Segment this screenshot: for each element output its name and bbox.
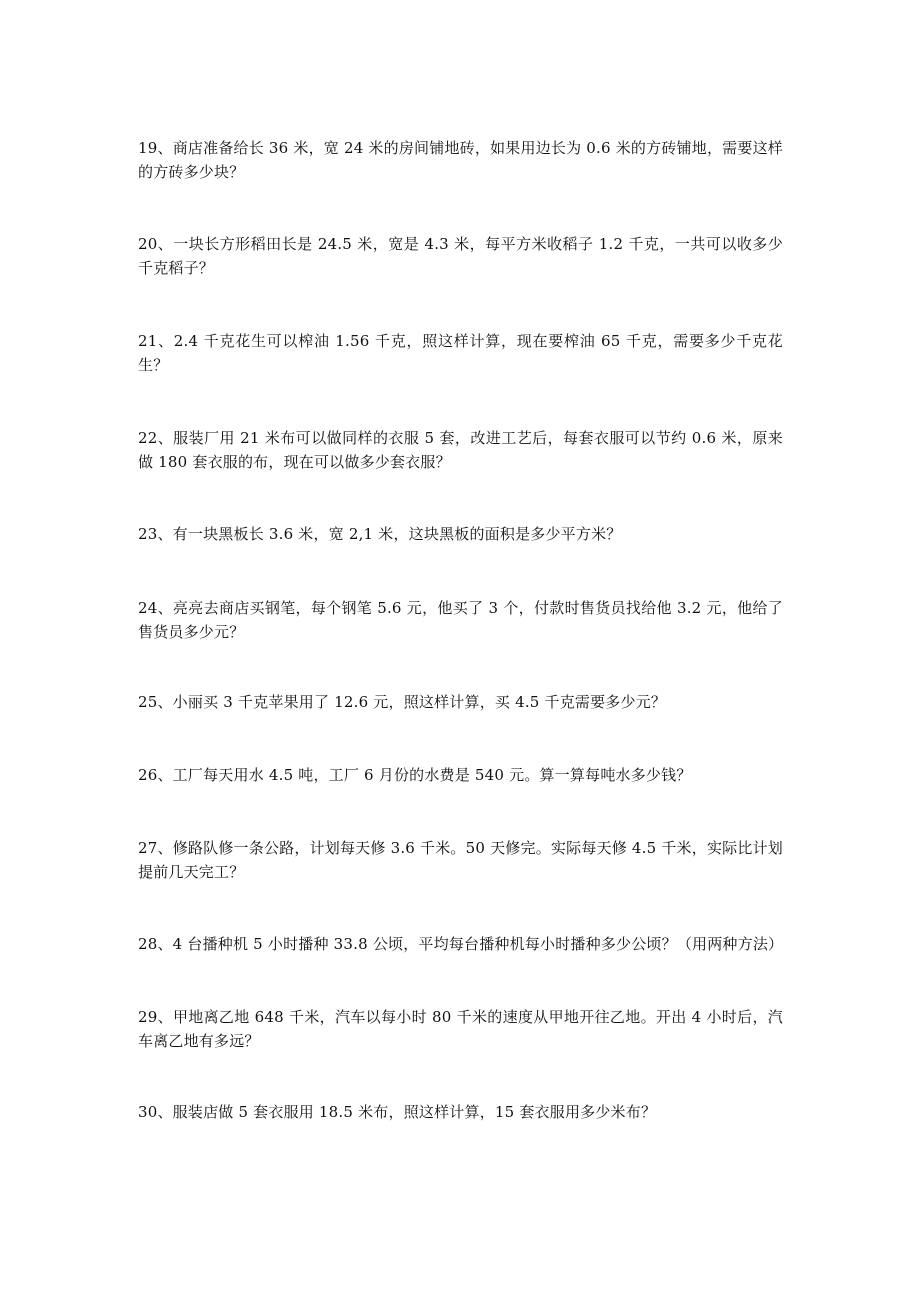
- question-28: 28、4 台播种机 5 小时播种 33.8 公顷，平均每台播种机每小时播种多少公顷？（用两种方法）: [138, 935, 784, 953]
- question-19: 19、商店准备给长 36 米，宽 24 米的房间铺地砖，如果用边长为 0.6 米的方砖铺地，需要这样的方砖多少块？: [138, 139, 783, 181]
- question-26: 26、工厂每天用水 4.5 吨，工厂 6 月份的水费是 540 元。算一算每吨水多少钱？: [138, 766, 692, 784]
- question-30: 30、服装店做 5 套衣服用 18.5 米布，照这样计算，15 套衣服用多少米布？: [138, 1103, 657, 1121]
- question-22: 22、服装厂用 21 米布可以做同样的衣服 5 套，改进工艺后，每套衣服可以节约 0.6 米，原来做 180 套衣服的布，现在可以做多少套衣服？: [138, 429, 783, 471]
- question-24: 24、亮亮去商店买钢笔，每个钢笔 5.6 元，他买了 3 个，付款时售货员找给他 3.2 元，他给了售货员多少元？: [138, 599, 783, 641]
- question-29: 29、甲地离乙地 648 千米，汽车以每小时 80 千米的速度从甲地开往乙地。开出 4 小时后，汽车离乙地有多远？: [138, 1008, 783, 1050]
- question-20: 20、一块长方形稻田长是 24.5 米，宽是 4.3 米，每平方米收稻子 1.2 千克，一共可以收多少千克稻子？: [138, 235, 783, 277]
- question-21: 21、2.4 千克花生可以榨油 1.56 千克，照这样计算，现在要榨油 65 千克，需要多少千克花生？: [138, 332, 783, 374]
- question-25: 25、小丽买 3 千克苹果用了 12.6 元，照这样计算，买 4.5 千克需要多少元？: [138, 693, 667, 711]
- question-27: 27、修路队修一条公路，计划每天修 3.6 千米。50 天修完。实际每天修 4.5 千米，实际比计划提前几天完工？: [138, 839, 783, 881]
- question-23: 23、有一块黑板长 3.6 米，宽 2,1 米，这块黑板的面积是多少平方米？: [138, 525, 622, 543]
